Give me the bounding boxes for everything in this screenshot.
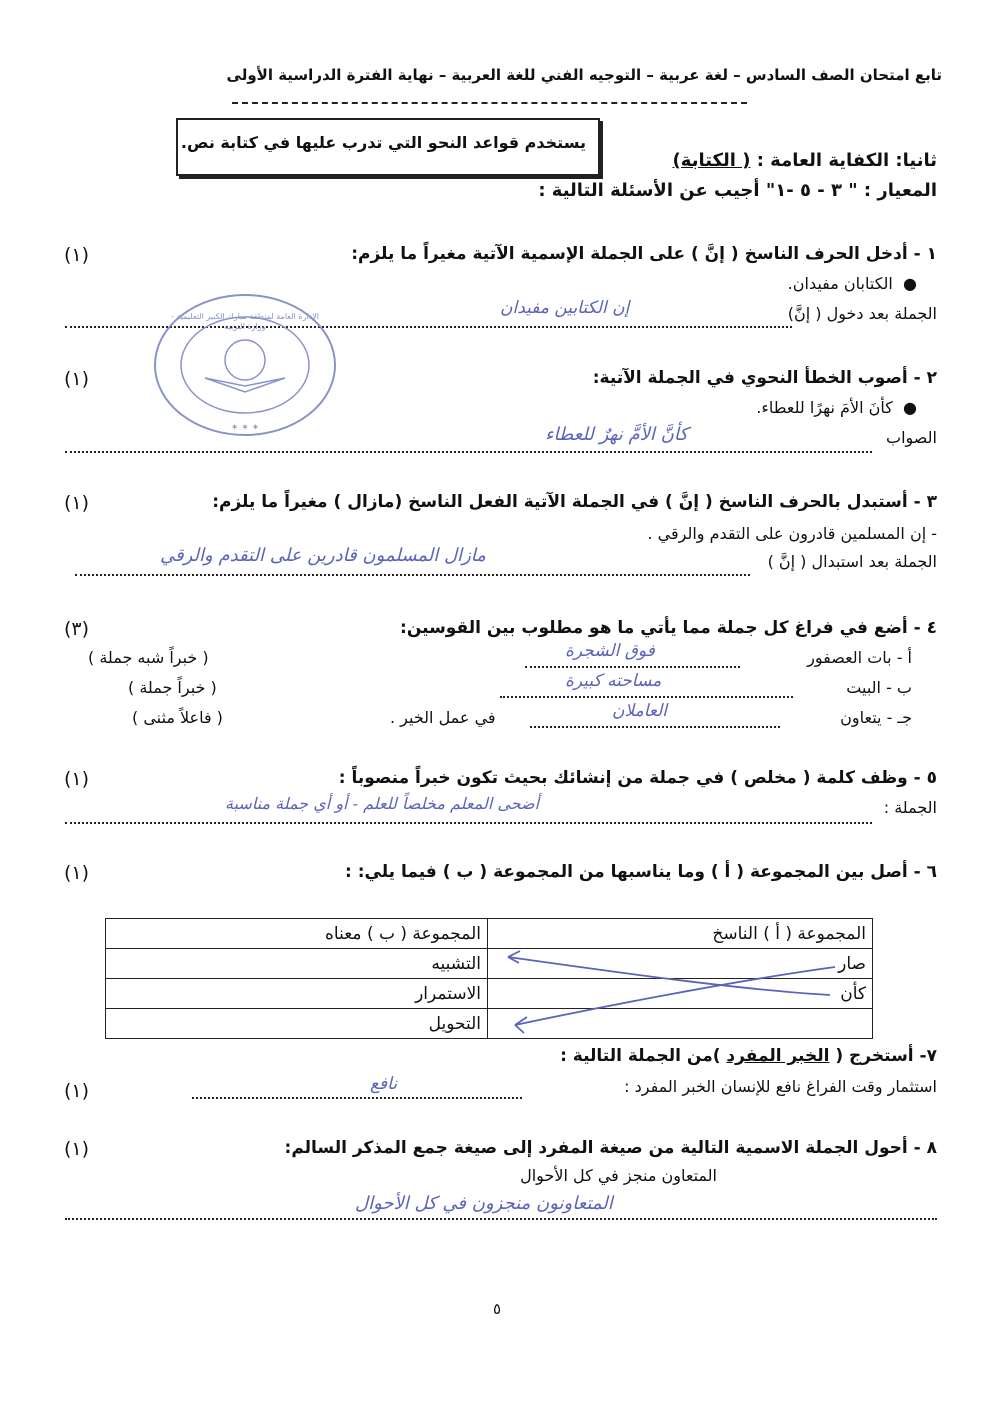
q4-mark: (٣): [64, 618, 90, 640]
q4-item-b-blank: [500, 696, 793, 698]
q5-label: الجملة :: [883, 798, 937, 817]
q7-keyword: الخبر المفرد: [726, 1046, 830, 1066]
group-a-cell[interactable]: كأن: [488, 979, 873, 1009]
q2-mark: (١): [64, 368, 90, 390]
exam-header: تابع امتحان الصف السادس – لغة عربية – التوجيه الفني للغة العربية – نهاية الفترة الدراسية الأولى: [226, 66, 942, 84]
q5-answer[interactable]: أضحى المعلم مخلصاً للعلم - أو أي جملة مناسبة: [225, 794, 540, 813]
q6-text: ٦ - أصل بين المجموعة ( أ ) وما يناسبها من المجموعة ( ب ) فيما يلي: :: [344, 862, 937, 882]
q2-answer-line: [65, 451, 872, 453]
q4-item-c-suffix: في عمل الخير .: [390, 708, 496, 727]
bullet-icon: ●: [892, 274, 917, 293]
q4-item-a-blank: [525, 666, 740, 668]
q7-sentence: استثمار وقت الفراغ نافع للإنسان الخبر المفرد :: [624, 1077, 937, 1096]
q6-mark: (١): [64, 862, 90, 884]
q4-item-b-answer[interactable]: مساحته كبيرة: [565, 671, 662, 691]
q2-sentence: ● كأنَ الأمَ نهرًا للعطاء.: [756, 398, 917, 417]
q2-text: ٢ - أصوب الخطأ النحوي في الجملة الآتية:: [592, 368, 937, 388]
q7-answer-line: [192, 1097, 522, 1099]
q1-sentence: ● الكتابان مفيدان.: [787, 274, 917, 293]
header-separator: [232, 102, 747, 104]
q8-sentence: المتعاون منجز في كل الأحوال: [520, 1166, 717, 1185]
q8-answer-line: [65, 1218, 937, 1220]
group-b-cell[interactable]: التحويل: [106, 1009, 488, 1039]
q5-text: ٥ - وظف كلمة ( مخلص ) في جملة من إنشائك بحيث تكون خبراً منصوباً :: [338, 768, 937, 788]
section-title: ثانيا: الكفاية العامة : ( الكتابة): [672, 150, 937, 171]
school-stamp: [150, 290, 340, 440]
group-b-cell[interactable]: التشبيه: [106, 949, 488, 979]
q4-item-c-answer[interactable]: العاملان: [612, 701, 668, 721]
group-b-cell[interactable]: الاستمرار: [106, 979, 488, 1009]
q3-answer-line: [75, 574, 750, 576]
q2-answer[interactable]: كأنَّ الأمَّ نهرٌ للعطاء: [545, 424, 688, 445]
q4-text: ٤ - أضع في فراغ كل جملة مما يأتي ما هو مطلوب بين القوسين:: [400, 618, 937, 638]
q3-answer[interactable]: مازال المسلمون قادرين على التقدم والرقي: [160, 545, 486, 566]
q4-item-c-blank: [530, 726, 780, 728]
q1-answer[interactable]: إن الكتابين مفيدان: [500, 298, 630, 318]
q4-item-b: ب - البيت: [846, 678, 912, 697]
bullet-icon: ●: [892, 398, 917, 417]
group-a-cell[interactable]: صار: [488, 949, 873, 979]
q8-text: ٨ - أحول الجملة الاسمية التالية من صيغة المفرد إلى صيغة جمع المذكر السالم:: [284, 1138, 937, 1158]
q4-item-c: جـ - يتعاون: [840, 708, 912, 727]
q3-mark: (١): [64, 492, 90, 514]
q4-item-a: أ - بات العصفور: [807, 648, 912, 667]
q3-text: ٣ - أستبدل بالحرف الناسخ ( إنَّ ) في الجملة الآتية الفعل الناسخ (مازال ) مغيراً ما يلزم:: [212, 492, 937, 512]
matching-lines[interactable]: [490, 945, 850, 1040]
q5-answer-line: [65, 822, 872, 824]
q3-label: الجملة بعد استبدال ( إنَّ ): [767, 552, 937, 571]
instruction-text: يستخدم قواعد النحو التي تدرب عليها في كتابة نص.: [180, 133, 586, 152]
instruction-box: [176, 118, 600, 176]
q3-sentence: - إن المسلمين قادرون على التقدم والرقي .: [647, 524, 937, 543]
svg-text:✶ ✶ ✶: ✶ ✶ ✶: [230, 423, 260, 433]
q2-label: الصواب: [886, 428, 937, 447]
q1-mark: (١): [64, 244, 90, 266]
q5-mark: (١): [64, 768, 90, 790]
header-group-a: المجموعة ( أ ) الناسخ: [488, 919, 873, 949]
q4-item-b-hint: ( خبراً جملة ): [128, 678, 217, 697]
q4-item-a-hint: ( خبراً شبه جملة ): [88, 648, 209, 667]
q8-mark: (١): [64, 1138, 90, 1160]
header-group-b: المجموعة ( ب ) معناه: [106, 919, 488, 949]
q4-item-a-answer[interactable]: فوق الشجرة: [565, 641, 655, 661]
q8-answer[interactable]: المتعاونون منجزون في كل الأحوال: [355, 1193, 613, 1214]
q4-item-c-hint: ( فاعلاً مثنى ): [132, 708, 223, 727]
q1-text: ١ - أدخل الحرف الناسخ ( إنَّ ) على الجملة الإسمية الآتية مغيراً ما يلزم:: [351, 244, 937, 264]
q7-mark: (١): [64, 1080, 90, 1102]
matching-table-header: [106, 919, 873, 949]
q7-answer[interactable]: نافع: [370, 1074, 398, 1094]
q7-text: ٧- أستخرج ( الخبر المفرد )من الجملة التالية :: [560, 1046, 937, 1066]
criterion-line: المعيار : " ٣ - ٥ -١" أجيب عن الأسئلة التالية :: [538, 180, 937, 201]
stamp-text: الإدارة العامة لمنطقة مبارك الكبير التعليمية - وزارة التربية: [171, 312, 319, 331]
q1-label: الجملة بعد دخول ( إنَّ): [787, 304, 937, 323]
page-number: ٥: [493, 1300, 502, 1318]
section-title-main: ( الكتابة): [672, 150, 751, 171]
